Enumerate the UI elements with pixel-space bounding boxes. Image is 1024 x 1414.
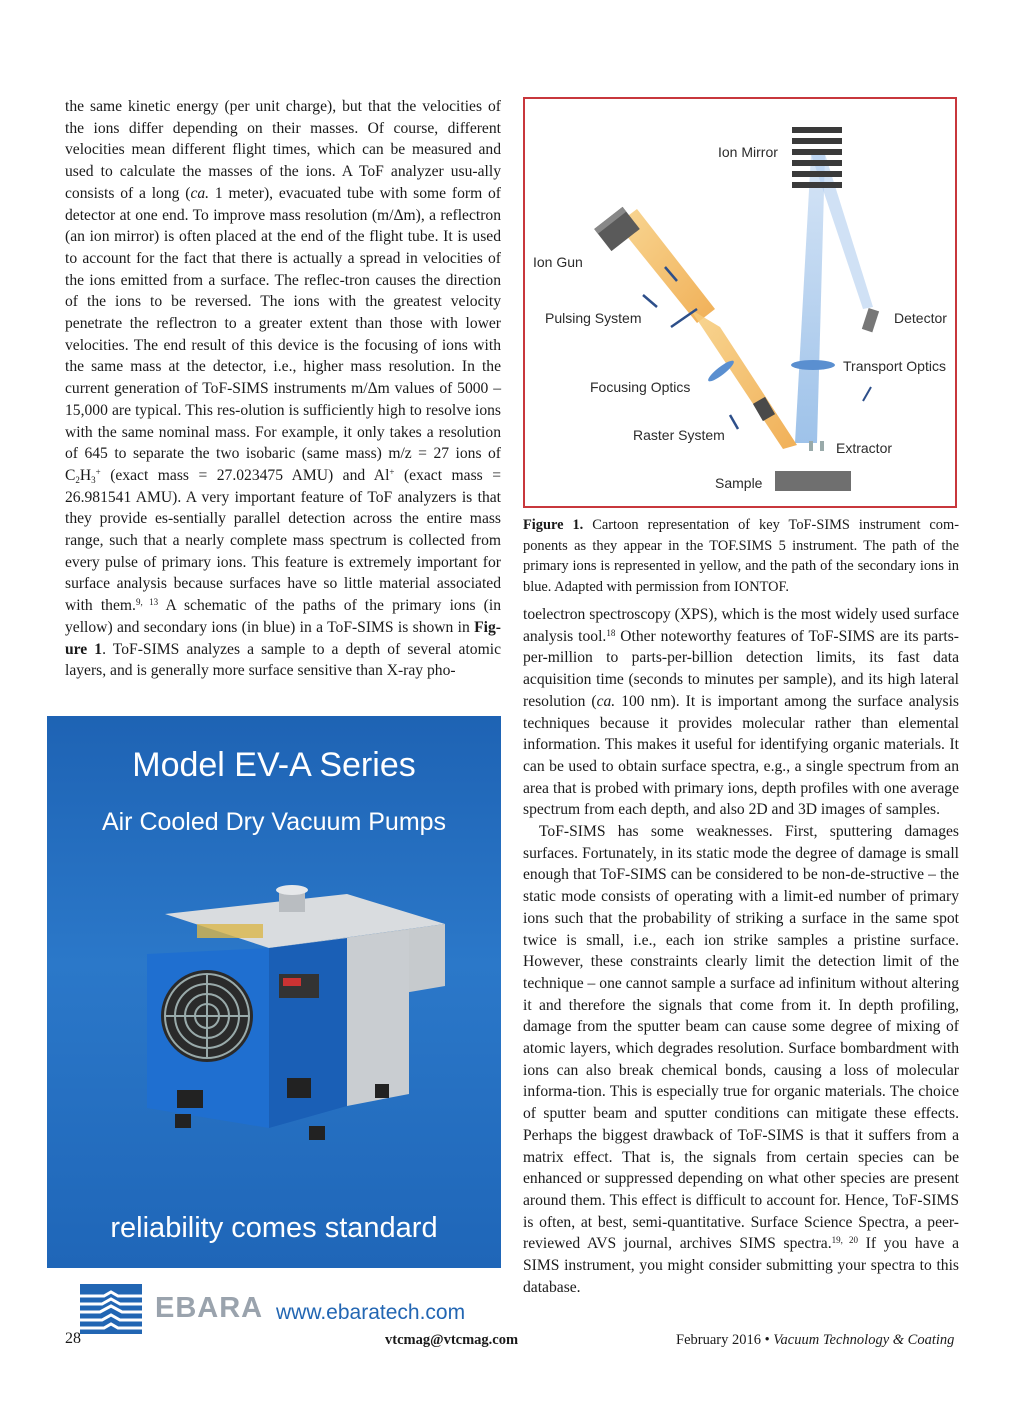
page-number: 28 (65, 1330, 81, 1347)
label-ion-mirror: Ion Mirror (718, 144, 778, 160)
ad-footer[interactable] (47, 1278, 501, 1338)
ad-url-link[interactable]: www.ebaratech.com (276, 1301, 466, 1324)
secondary-ion-beam-up (795, 154, 825, 443)
figure-1 (523, 97, 957, 508)
detector (862, 308, 879, 332)
label-pulsing-system: Pulsing System (545, 310, 642, 326)
advertisement[interactable] (47, 716, 501, 1268)
label-focusing-optics: Focusing Optics (590, 379, 691, 395)
label-transport-optics: Transport Optics (843, 358, 946, 374)
transport-optics-lens (791, 360, 835, 370)
sample (775, 471, 851, 491)
brand-name: EBARA (155, 1292, 264, 1324)
extractor-left (809, 441, 813, 451)
reference[interactable]: 9, 13 (135, 597, 159, 608)
figure-reference[interactable]: Fig-ure 1 (65, 618, 501, 658)
tof-sims-diagram (525, 99, 955, 506)
vacuum-pump-image (47, 716, 501, 1268)
reference[interactable]: 19, 20 (831, 1235, 858, 1246)
left-column-text (65, 96, 501, 682)
ebara-logo-icon (80, 1284, 142, 1334)
figure-caption: Figure 1. Cartoon representation of key ToF-SIMS instrument com-ponents as they appear in the TOF.SIMS 5 instrument. The path of the primary ions is represented in yellow, and the path of the secondary ions in blue. Adapted with permission from IONTOF. (523, 517, 959, 595)
footer-issue: February 2016 • Vacuum Technology & Coating (676, 1332, 955, 1348)
paragraph: ToF-SIMS has some weaknesses. First, sputtering damages surfaces. Fortunately, in its static mode the degree of damage is small enough that ToF-SIMS can be considered to be non-de-structive – the static mode consists of operating with a limit-ed number of primary ions such that the probability of striking a surface in the same spot twice is small, i.e., each ion strike samples a pristine surface. However, these constraints clearly limit the detection limit of the technique – one cannot sample a surface ad infinitum without altering it and therefore the signals that come from it. In depth profiling, damage from the sputter beam can cause some degree of mixing of atomic layers, which degrades resolution. Surface bombardment with ions can also break chemical bonds, causing a loss of molecular informa-tion. This is especially true for organic materials. The choice of sputter beam and sputter conditions can mitigate these effects. Perhaps the biggest drawback of ToF-SIMS is that it suffers from a matrix effect. That is, the signals from certain species can be enhanced or suppressed depending on what other species are present around them. This effect is difficult to account for. Hence, ToF-SIMS is often, at best, semi-quantitative. Surface Science Spectra, a peer-reviewed AVS journal, archives SIMS spectra.$^{19, 20}$ If you have a SIMS instrument, you might consider submitting your spectra to this database. (523, 823, 960, 1296)
pulsing-plate-2 (643, 295, 657, 307)
ad-title: Model EV-A Series (132, 746, 416, 784)
fan-icon (161, 970, 253, 1062)
ad-tagline: reliability comes standard (110, 1212, 438, 1244)
label-detector: Detector (894, 310, 947, 326)
ad-subtitle: Air Cooled Dry Vacuum Pumps (101, 808, 447, 836)
label-ion-gun: Ion Gun (533, 254, 583, 270)
label-sample: Sample (715, 475, 763, 491)
extractor-right (820, 441, 824, 451)
reference[interactable]: 18 (606, 627, 616, 638)
label-raster-system: Raster System (633, 427, 725, 443)
raster-plate (730, 415, 738, 429)
paragraph: the same kinetic energy (per unit charge), but that the velocities of the ions differ depending on their masses. Of course, different velocities mean different flight times, which can be measured and used to calculate the masses of the ions. A ToF analyzer usu-ally consists of a long (ca. 1 meter), evacuated tube with some form of detector at one end. To improve mass resolution (m/Δm), a reflectron (an ion mirror) is often placed at the end of the flight tube. It is used to account for the fact that there is actually a spread in velocities of the ions emitted from a surface. The reflec-tron causes the direction of the ions to be reversed. The ions with the greatest velocity penetrate the reflectron to a greater extent than those with lower velocities. The end result of this device is the focusing of ions with the same mass at the detector, i.e., higher mass resolution. In the current generation of ToF-SIMS instruments m/Δm values of 5000 – 15,000 are typical. This res-olution is sufficiently high to resolve ions with the same nominal mass. For example, it only takes a resolution of 645 to separate the two isobaric (same mass) m/z = 27 ions of $C_2H_3^+$ (exact mass = 27.023475 AMU) and Al+ (exact mass = 26.981541 AMU). A very important feature of ToF analyzers is that they provide es-sentially parallel detection across the entire mass range, such that a nearly complete mass spectrum is collected from every pulse of primary ions. This feature is extremely important for surface analysis because surfaces have so little material associated with them.$^{9, 13}$ A schematic of the paths of the primary ions (in yellow) and secondary ions (in blue) in a ToF-SIMS is shown in Fig-ure 1. ToF-SIMS analyzes a sample to a depth of several atomic layers, and is generally more surface sensitive than X-ray pho- (65, 98, 502, 680)
paragraph: toelectron spectroscopy (XPS), which is the most widely used surface analysis tool.$^{18}$ Other noteworthy features of ToF-SIMS are its parts-per-million to parts-per-billion detection limits, its fast data acquisition time (seconds to minutes per sample), and its high lateral resolution (ca. 100 nm). It is important among the surface analysis techniques because it provides molecular rather than elemental information. This makes it useful for identifying organic materials. It can be used to obtain surface spectra, e.g., a single spectrum from an area that is probed with primary ions, depth profiles with one average spectrum from each depth, and also 2D and 3D images of samples. (523, 606, 959, 819)
right-column-text (523, 604, 959, 1299)
label-extractor: Extractor (836, 440, 893, 456)
lens-marker (863, 387, 871, 401)
footer-email-link[interactable]: vtcmag@vtcmag.com (385, 1332, 519, 1348)
